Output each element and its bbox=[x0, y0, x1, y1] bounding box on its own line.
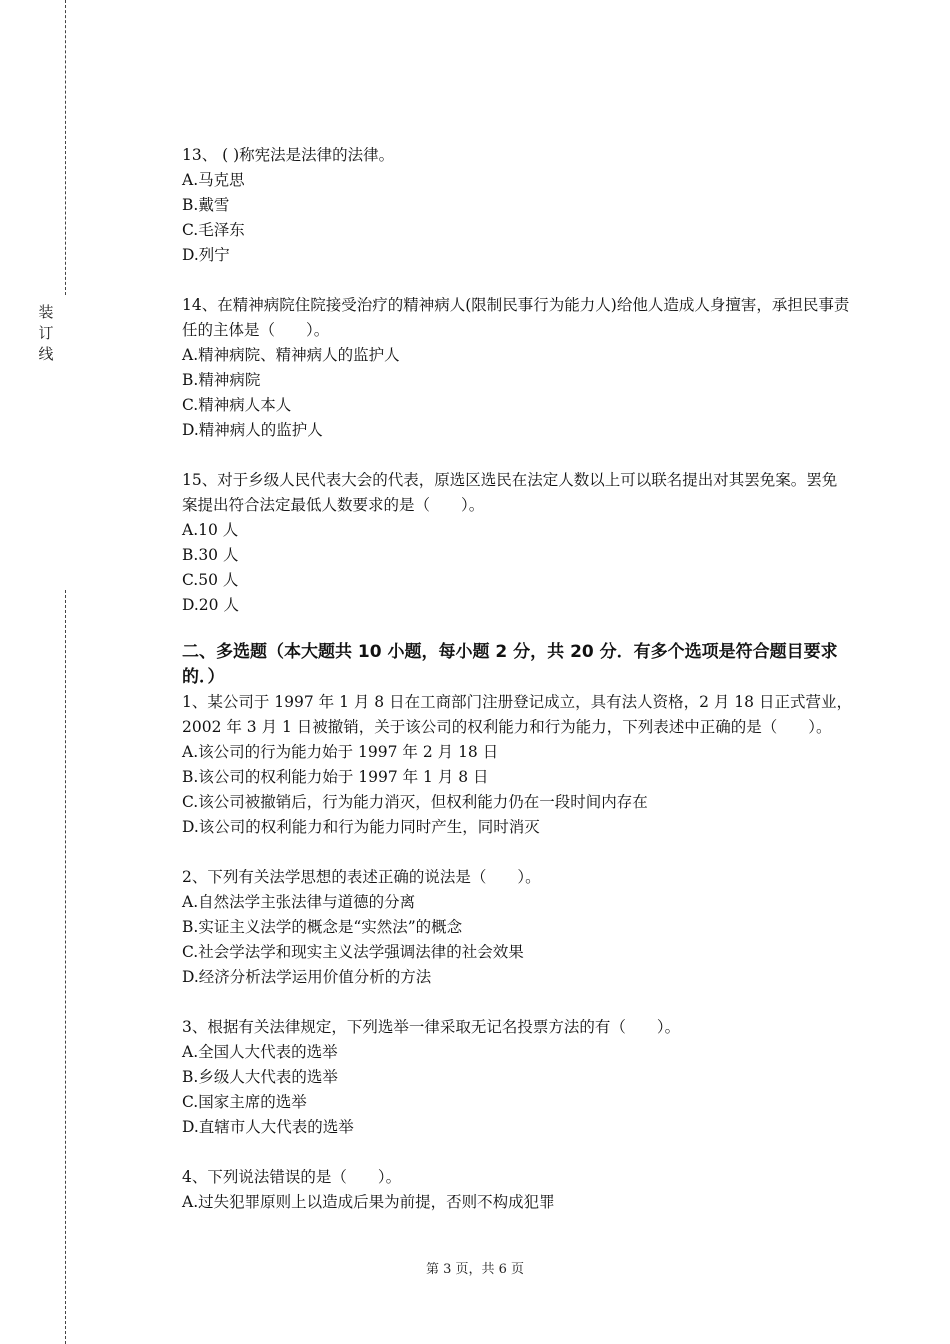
option-c: C.精神病人本人 bbox=[182, 396, 292, 414]
multi-question-3 bbox=[182, 1015, 852, 1140]
multi-question-1 bbox=[182, 690, 852, 840]
multi-question-2 bbox=[182, 865, 852, 990]
option-d: D.20 人 bbox=[182, 596, 239, 614]
option-b: B.戴雪 bbox=[182, 196, 230, 214]
question-text: 2、下列有关法学思想的表述正确的说法是（ ）。 bbox=[182, 868, 541, 886]
option-a: A.自然法学主张法律与道德的分离 bbox=[182, 893, 416, 911]
option-c: C.社会学法学和现实主义法学强调法律的社会效果 bbox=[182, 943, 524, 961]
binding-label-char: 装 bbox=[38, 303, 54, 321]
binding-line-bottom bbox=[65, 590, 66, 1344]
option-a: A.全国人大代表的选举 bbox=[182, 1043, 338, 1061]
exam-content bbox=[182, 143, 852, 1240]
question-text: 4、下列说法错误的是（ ）。 bbox=[182, 1168, 402, 1186]
question-13 bbox=[182, 143, 852, 268]
question-text: 13、 ( )称宪法是法律的法律。 bbox=[182, 146, 395, 164]
question-text: 1、某公司于 1997 年 1 月 8 日在工商部门注册登记成立，具有法人资格，2 月 18 日正式营业，2002 年 3 月 1 日被撤销，关于该公司的权利能力和行为能力，下列表述中正确的是（ ）。 bbox=[182, 693, 852, 736]
binding-label-char: 订 bbox=[38, 324, 54, 342]
option-b: B.该公司的权利能力始于 1997 年 1 月 8 日 bbox=[182, 768, 489, 786]
option-d: D.该公司的权利能力和行为能力同时产生，同时消灭 bbox=[182, 818, 540, 836]
option-c: C.国家主席的选举 bbox=[182, 1093, 307, 1111]
question-text: 15、对于乡级人民代表大会的代表，原选区选民在法定人数以上可以联名提出对其罢免案。罢免案提出符合法定最低人数要求的是（ ）。 bbox=[182, 471, 838, 514]
option-d: D.直辖市人大代表的选举 bbox=[182, 1118, 354, 1136]
option-b: B.乡级人大代表的选举 bbox=[182, 1068, 338, 1086]
option-a: A.过失犯罪原则上以造成后果为前提，否则不构成犯罪 bbox=[182, 1193, 555, 1211]
option-a: A.该公司的行为能力始于 1997 年 2 月 18 日 bbox=[182, 743, 499, 761]
question-text: 14、在精神病院住院接受治疗的精神病人(限制民事行为能力人)给他人造成人身擅害，承担民事责任的主体是（ ）。 bbox=[182, 296, 850, 339]
question-text: 3、根据有关法律规定，下列选举一律采取无记名投票方法的有（ ）。 bbox=[182, 1018, 681, 1036]
option-c: C.毛泽东 bbox=[182, 221, 245, 239]
option-b: B.30 人 bbox=[182, 546, 239, 564]
option-d: D.经济分析法学运用价值分析的方法 bbox=[182, 968, 432, 986]
option-a: A.精神病院、精神病人的监护人 bbox=[182, 346, 400, 364]
page-footer: 第 3 页，共 6 页 bbox=[425, 1262, 525, 1277]
question-14 bbox=[182, 293, 852, 443]
option-b: B.精神病院 bbox=[182, 371, 261, 389]
option-c: C.50 人 bbox=[182, 571, 239, 589]
option-d: D.精神病人的监护人 bbox=[182, 421, 323, 439]
option-c: C.该公司被撤销后，行为能力消灭，但权利能力仍在一段时间内存在 bbox=[182, 793, 648, 811]
binding-label-char: 线 bbox=[38, 345, 54, 363]
option-b: B.实证主义法学的概念是“实然法”的概念 bbox=[182, 918, 463, 936]
section-title: 二、多选题（本大题共 10 小题，每小题 2 分，共 20 分．有多个选项是符合题目要求的．） bbox=[182, 642, 838, 687]
option-d: D.列宁 bbox=[182, 246, 230, 264]
option-a: A.马克思 bbox=[182, 171, 245, 189]
binding-line-top bbox=[65, 0, 66, 295]
question-15 bbox=[182, 468, 852, 618]
binding-label bbox=[36, 302, 56, 365]
option-a: A.10 人 bbox=[182, 521, 239, 539]
multi-question-4 bbox=[182, 1165, 852, 1215]
